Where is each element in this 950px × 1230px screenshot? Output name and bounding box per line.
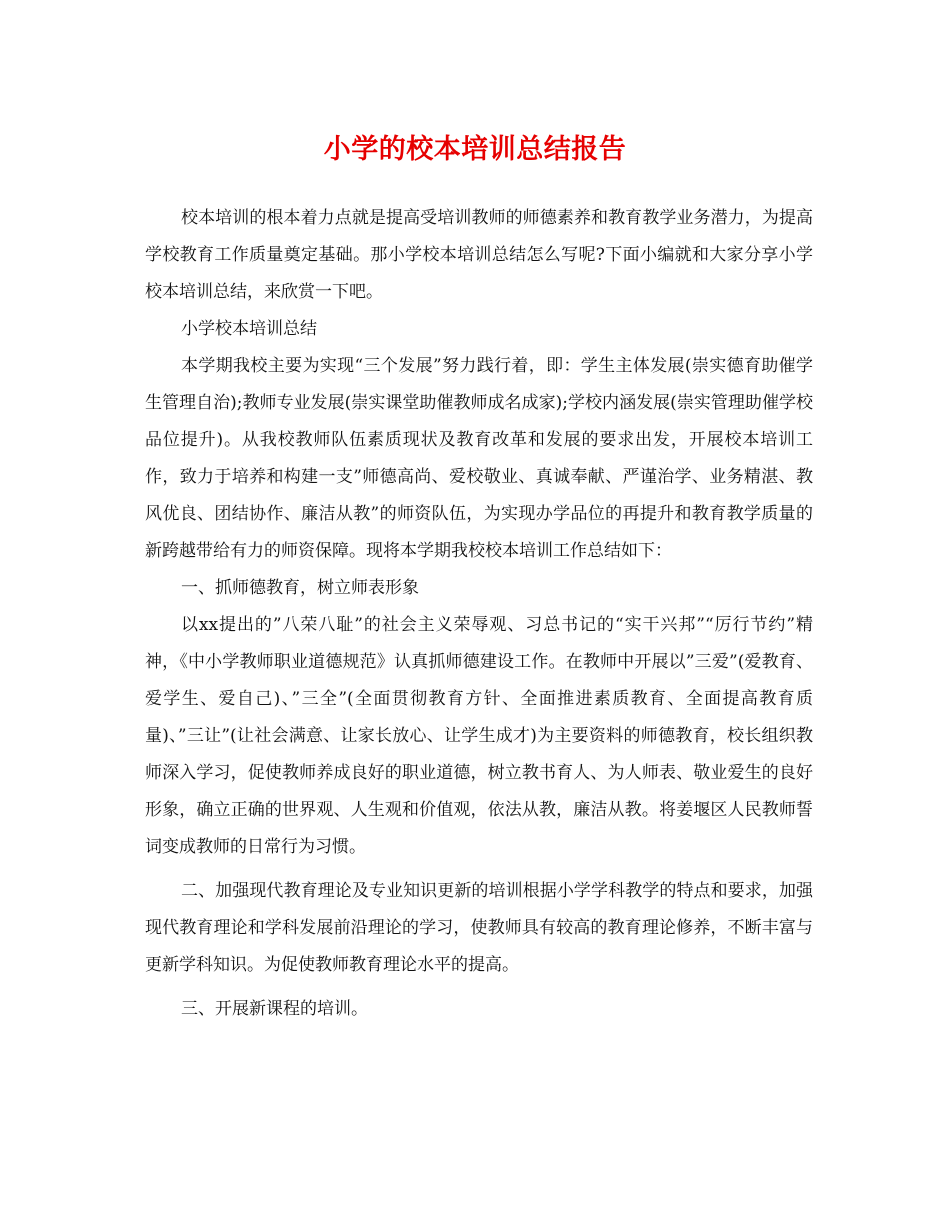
document-title: 小学的校本培训总结报告 xyxy=(323,134,627,165)
section-heading-1: 一、抓师德教育，树立师表形象 xyxy=(181,578,419,598)
section-1-paragraph: 以xx提出的”八荣八耻”的社会主义荣辱观、习总书记的“实干兴邦”“厉行节约”精神，《中小学教师职业道德规范》认真抓师德建设工作。在教师中开展以”三爱”(爱教育、爱学生、爱自己)、”三全”(全面贯彻教育方针、全面推进素质教育、全面提高教育质量)、”三让”(让社会满意、让家长放心、让学生成才)为主要资料的师德教育，校长组织教师深入学习，促使教师养成良好的职业道德，树立教书育人、为人师表、敬业爱生的良好形象，确立正确的世界观、人生观和价值观，依法从教，廉洁从教。将姜堰区人民教师誓词变成教师的日常行为习惯。 xyxy=(145,615,813,857)
intro-paragraph: 校本培训的根本着力点就是提高受培训教师的师德素养和教育教学业务潜力，为提高学校教育工作质量奠定基础。那小学校本培训总结怎么写呢?下面小编就和大家分享小学校本培训总结，来欣赏一下吧。 xyxy=(145,208,813,302)
document-body xyxy=(145,200,813,1028)
overview-paragraph: 本学期我校主要为实现“三个发展”努力践行着，即：学生主体发展(崇实德育助催学生管理自治);教师专业发展(崇实课堂助催教师成名成家);学校内涵发展(崇实管理助催学校品位提升)。从我校教师队伍素质现状及教育改革和发展的要求出发，开展校本培训工作，致力于培养和构建一支”师德高尚、爱校敬业、真诚奉献、严谨治学、业务精湛、教风优良、团结协作、廉洁从教”的师资队伍，为实现办学品位的再提升和教育教学质量的新跨越带给有力的师资保障。现将本学期我校校本培训工作总结如下： xyxy=(145,356,813,561)
section-heading-summary: 小学校本培训总结 xyxy=(181,319,317,339)
section-2-paragraph: 二、加强现代教育理论及专业知识更新的培训根据小学学科教学的特点和要求，加强现代教育理论和学科发展前沿理论的学习，使教师具有较高的教育理论修养，不断丰富与更新学科知识。为促使教师教育理论水平的提高。 xyxy=(145,881,813,975)
section-heading-3: 三、开展新课程的培训。 xyxy=(181,999,368,1019)
